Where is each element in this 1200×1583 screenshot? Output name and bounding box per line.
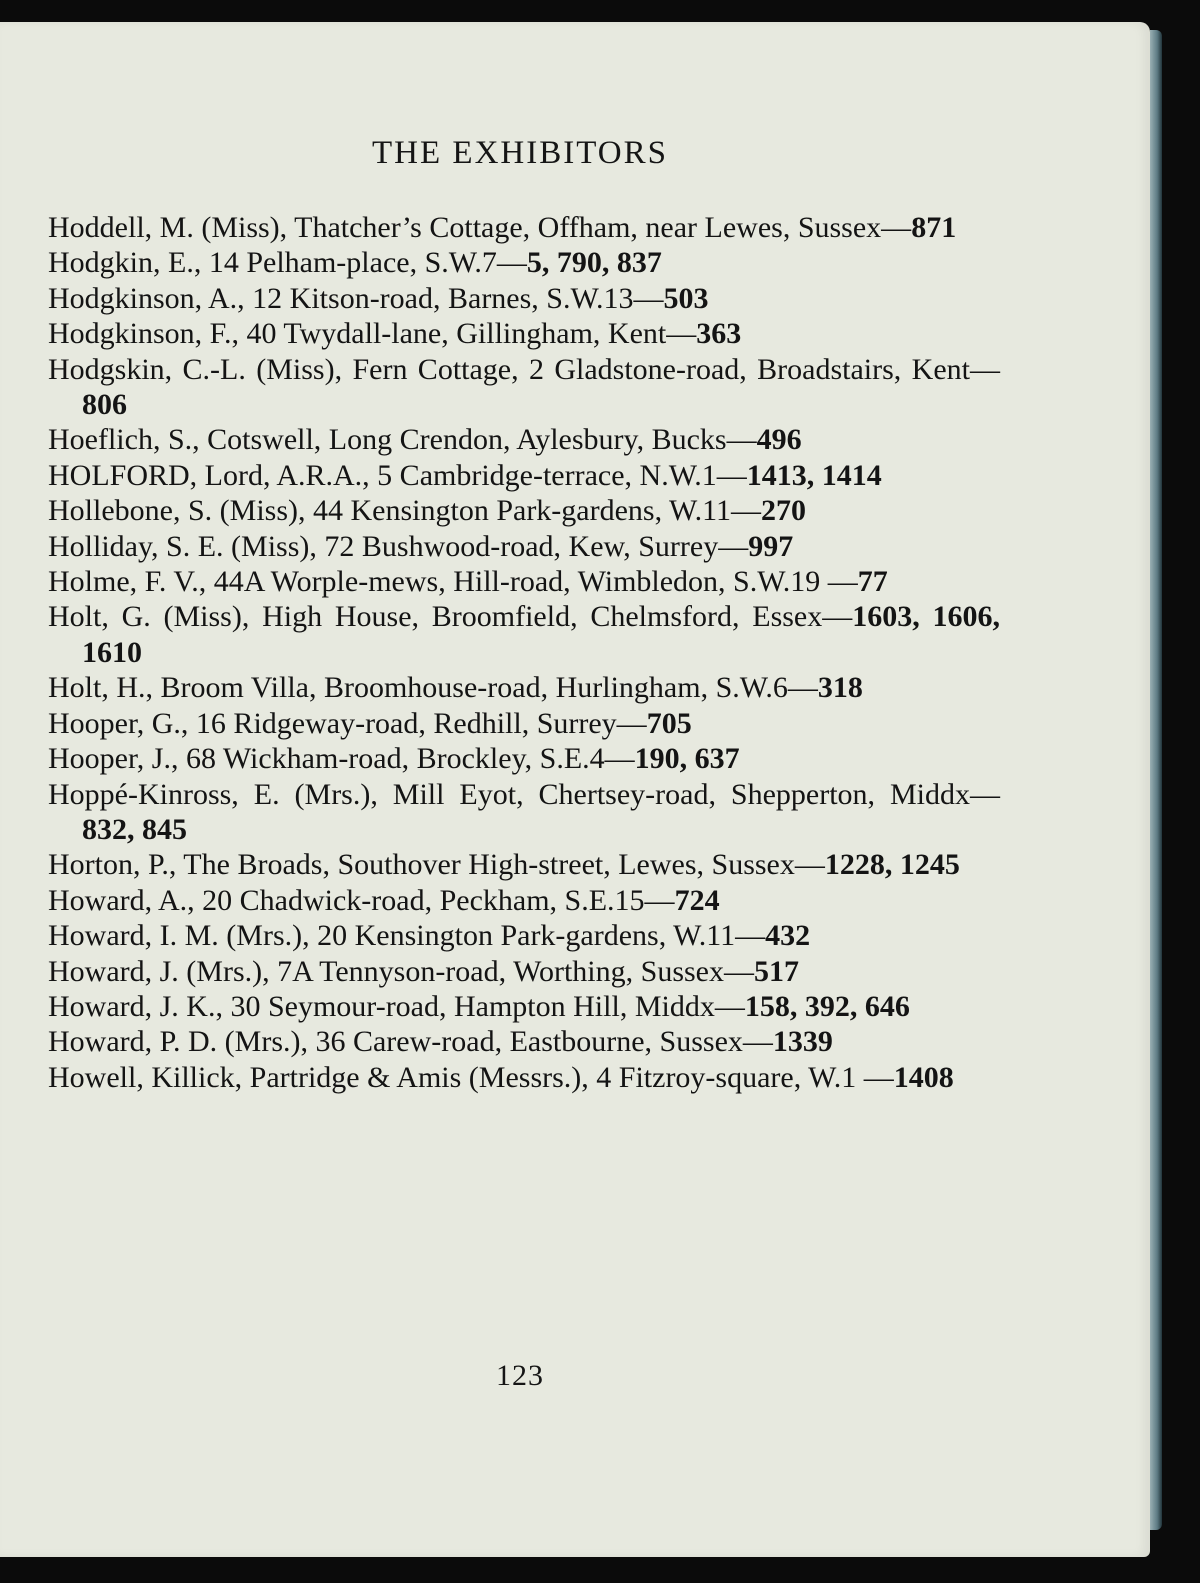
list-item bbox=[48, 316, 1000, 351]
list-item bbox=[48, 493, 1000, 528]
entry-text: Howard, P. D. (Mrs.), 36 Carew-road, Eastbourne, Sussex— bbox=[48, 1025, 773, 1059]
entry-numbers: 496 bbox=[756, 423, 802, 457]
entry-numbers: 77 bbox=[857, 565, 888, 599]
list-item bbox=[48, 1024, 1000, 1059]
entry-text: Hollebone, S. (Miss), 44 Kensington Park-gardens, W.11— bbox=[48, 494, 761, 528]
list-item bbox=[48, 281, 1000, 316]
list-item bbox=[48, 352, 1000, 423]
entry-text: HOLFORD, Lord, A.R.A., 5 Cambridge-terrace, N.W.1— bbox=[48, 458, 747, 492]
list-item bbox=[48, 741, 1000, 776]
entry-numbers: 705 bbox=[646, 706, 692, 740]
entry-text: Howard, J. K., 30 Seymour-road, Hampton Hill, Middx— bbox=[48, 989, 745, 1023]
entry-text: Hodgskin, C.-L. (Miss), Fern Cottage, 2 Gladstone-road, Broadstairs, Kent— bbox=[48, 352, 1000, 386]
entry-numbers: 517 bbox=[754, 954, 799, 988]
entry-numbers: 724 bbox=[674, 883, 720, 917]
entry-numbers: 1408 bbox=[893, 1060, 954, 1094]
list-item bbox=[48, 599, 1000, 670]
entry-text: Holme, F. V., 44A Worple-mews, Hill-road, Wimbledon, S.W.19 — bbox=[48, 565, 858, 599]
entry-numbers: 806 bbox=[82, 388, 127, 422]
entry-text: Hodgkin, E., 14 Pelham-place, S.W.7— bbox=[48, 246, 527, 280]
list-item bbox=[48, 422, 1000, 457]
list-item bbox=[48, 989, 1000, 1024]
entry-text: Hoppé-Kinross, E. (Mrs.), Mill Eyot, Chertsey-road, Shepperton, Middx— bbox=[48, 777, 1000, 811]
entry-text: Hoddell, M. (Miss), Thatcher’s Cottage, Offham, near Lewes, Sussex— bbox=[48, 211, 912, 244]
entry-numbers: 190, 637 bbox=[634, 742, 740, 776]
entry-text: Hooper, J., 68 Wickham-road, Brockley, S.E.4— bbox=[48, 742, 635, 776]
entry-text: Howell, Killick, Partridge & Amis (Messrs.), 4 Fitzroy-square, W.1 — bbox=[48, 1060, 894, 1094]
list-item bbox=[48, 847, 1000, 882]
entry-text: Howard, J. (Mrs.), 7A Tennyson-road, Worthing, Sussex— bbox=[48, 954, 754, 988]
entry-numbers: 871 bbox=[911, 211, 957, 244]
entry-numbers: 318 bbox=[817, 671, 863, 705]
list-item bbox=[48, 954, 1000, 989]
entry-text: Hodgkinson, A., 12 Kitson-road, Barnes, S.W.13— bbox=[48, 281, 664, 315]
list-item bbox=[48, 245, 1000, 280]
entry-text: Horton, P., The Broads, Southover High-street, Lewes, Sussex— bbox=[48, 848, 825, 882]
entry-text: Holliday, S. E. (Miss), 72 Bushwood-road, Kew, Surrey— bbox=[48, 529, 749, 563]
entry-text: Hodgkinson, F., 40 Twydall-lane, Gillingham, Kent— bbox=[48, 317, 697, 351]
entry-numbers: 1603, 1606, 1610 bbox=[82, 600, 1001, 669]
entry-text: Howard, A., 20 Chadwick-road, Peckham, S.E.15— bbox=[48, 883, 675, 917]
list-item bbox=[48, 529, 1000, 564]
entry-text: Hooper, G., 16 Ridgeway-road, Redhill, Surrey— bbox=[48, 706, 647, 740]
list-item bbox=[48, 883, 1000, 918]
exhibitor-list bbox=[48, 210, 1000, 1095]
page-edge bbox=[1150, 30, 1162, 1530]
entry-numbers: 363 bbox=[696, 317, 742, 351]
list-item bbox=[48, 458, 1000, 493]
entry-numbers: 1228, 1245 bbox=[824, 848, 960, 882]
list-item bbox=[48, 918, 1000, 953]
book-page bbox=[0, 22, 1150, 1557]
entry-numbers: 997 bbox=[748, 529, 794, 563]
entry-numbers: 503 bbox=[663, 281, 709, 315]
list-item bbox=[48, 777, 1000, 848]
entry-numbers: 158, 392, 646 bbox=[744, 989, 910, 1023]
running-head: THE EXHIBITORS bbox=[372, 135, 668, 171]
entry-numbers: 832, 845 bbox=[82, 812, 187, 846]
list-item bbox=[48, 1060, 1000, 1095]
entry-text: Hoeflich, S., Cotswell, Long Crendon, Aylesbury, Bucks— bbox=[48, 423, 757, 457]
entry-numbers: 432 bbox=[765, 919, 811, 953]
page-number: 123 bbox=[496, 1359, 544, 1392]
entry-numbers: 1413, 1414 bbox=[746, 458, 882, 492]
list-item bbox=[48, 706, 1000, 741]
list-item bbox=[48, 210, 1000, 245]
entry-text: Holt, G. (Miss), High House, Broomfield, Chelmsford, Essex— bbox=[48, 600, 853, 634]
list-item bbox=[48, 564, 1000, 599]
entry-numbers: 5, 790, 837 bbox=[526, 246, 662, 280]
entry-text: Howard, I. M. (Mrs.), 20 Kensington Park-gardens, W.11— bbox=[48, 919, 766, 953]
entry-numbers: 1339 bbox=[772, 1025, 833, 1059]
list-item bbox=[48, 670, 1000, 705]
entry-numbers: 270 bbox=[761, 494, 806, 528]
entry-text: Holt, H., Broom Villa, Broomhouse-road, Hurlingham, S.W.6— bbox=[48, 671, 818, 705]
